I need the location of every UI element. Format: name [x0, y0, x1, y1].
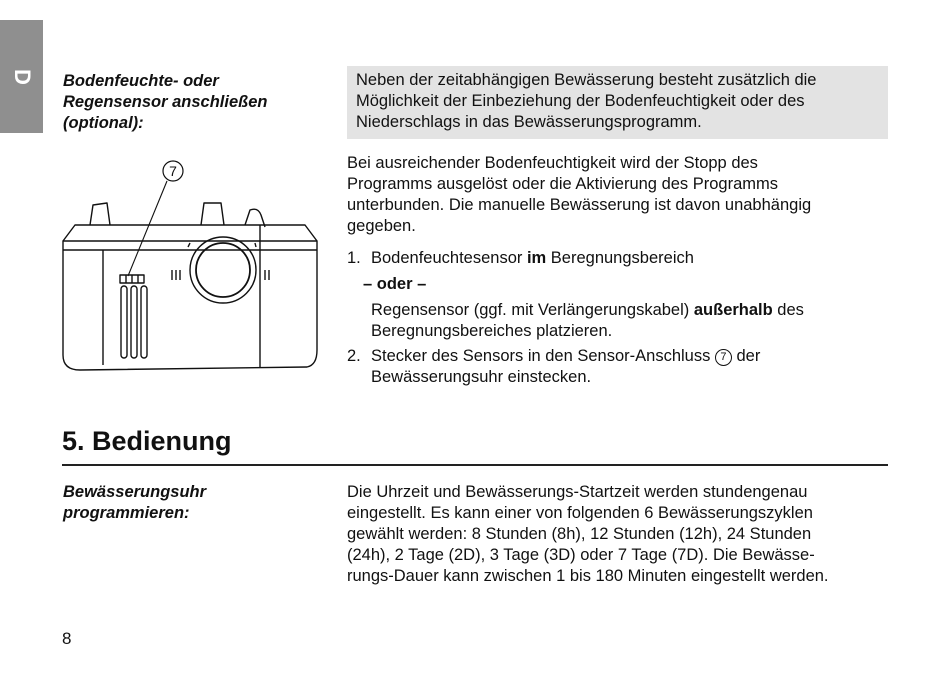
- sensor-heading: [63, 71, 313, 134]
- page-number: 8: [62, 629, 72, 648]
- paragraph-line: rungs-Dauer kann zwischen 1 bis 180 Minuten eingestellt werden.: [347, 567, 829, 585]
- step-text-part: Bodenfeuchtesensor: [371, 249, 527, 267]
- intro-line: Niederschlags in das Bewässerungsprogramm.: [356, 113, 702, 131]
- device-dial-inner: [196, 243, 250, 297]
- step-text: [371, 346, 887, 388]
- program-paragraph: [347, 482, 887, 587]
- device-housing: [63, 241, 317, 370]
- paragraph-line: unterbunden. Die manuelle Bewässerung ist davon unabhängig: [347, 196, 812, 214]
- section-divider: [62, 464, 888, 466]
- sensor-heading-line: Bodenfeuchte- oder: [63, 72, 219, 90]
- device-knob-right: [201, 203, 224, 225]
- step-text-part: Stecker des Sensors in den Sensor-Anschluss: [371, 347, 715, 365]
- sensor-heading-line: Regensensor anschließen: [63, 93, 268, 111]
- program-heading-line: programmieren:: [63, 504, 190, 522]
- step-text: [371, 300, 887, 342]
- step-text: [371, 248, 887, 269]
- paragraph-line: Programms ausgelöst oder die Aktivierung des Programms: [347, 175, 779, 193]
- step-text-part: Regensensor (ggf. mit Verlängerungskabel): [371, 301, 694, 319]
- intro-line: Möglichkeit der Einbeziehung der Bodenfeuchtigkeit oder des: [356, 92, 805, 110]
- or-separator: – oder –: [363, 275, 427, 293]
- sensor-port-reference: 7: [715, 349, 732, 366]
- paragraph-line: Die Uhrzeit und Bewässerungs-Startzeit werden stundengenau: [347, 483, 808, 501]
- language-tab-label: D: [10, 69, 35, 85]
- step-text-part: Bewässerungsuhr einstecken.: [371, 368, 592, 386]
- section-title: 5. Bedienung: [62, 426, 232, 456]
- paragraph-line: eingestellt. Es kann einer von folgenden 6 Bewässerungszyklen: [347, 504, 813, 522]
- step-emphasis: im: [526, 249, 547, 267]
- program-heading-line: Bewässerungsuhr: [63, 483, 207, 501]
- step-text-part: Beregnungsbereiches platzieren.: [371, 322, 613, 340]
- paragraph-line: gewählt werden: 8 Stunden (8h), 12 Stunden (12h), 24 Stunden: [347, 525, 812, 543]
- step-text-part: der: [731, 347, 761, 365]
- language-tab: [0, 20, 43, 133]
- sensor-paragraph: [347, 153, 887, 237]
- callout-number: 7: [169, 163, 177, 179]
- paragraph-line: Bei ausreichender Bodenfeuchtigkeit wird der Stopp des: [347, 154, 758, 172]
- sensor-heading-line: (optional):: [63, 114, 144, 132]
- program-heading: [63, 482, 313, 524]
- water-timer-illustration: [55, 155, 325, 390]
- step-number: 2.: [347, 347, 361, 365]
- step-number: 1.: [347, 249, 361, 267]
- paragraph-line: (24h), 2 Tage (2D), 3 Tage (3D) oder 7 Tage (7D). Die Bewässe-: [347, 546, 815, 564]
- intro-line: Neben der zeitabhängigen Bewässerung besteht zusätzlich die: [356, 71, 817, 89]
- step-text-part: des: [772, 301, 804, 319]
- device-knob-left: [90, 203, 110, 225]
- paragraph-line: gegeben.: [347, 217, 416, 235]
- callout-line: [128, 181, 167, 276]
- intro-box: [347, 66, 888, 139]
- step-emphasis: außerhalb: [693, 301, 773, 319]
- device-dial-outer: [190, 237, 256, 303]
- step-text-part: Beregnungsbereich: [546, 249, 694, 267]
